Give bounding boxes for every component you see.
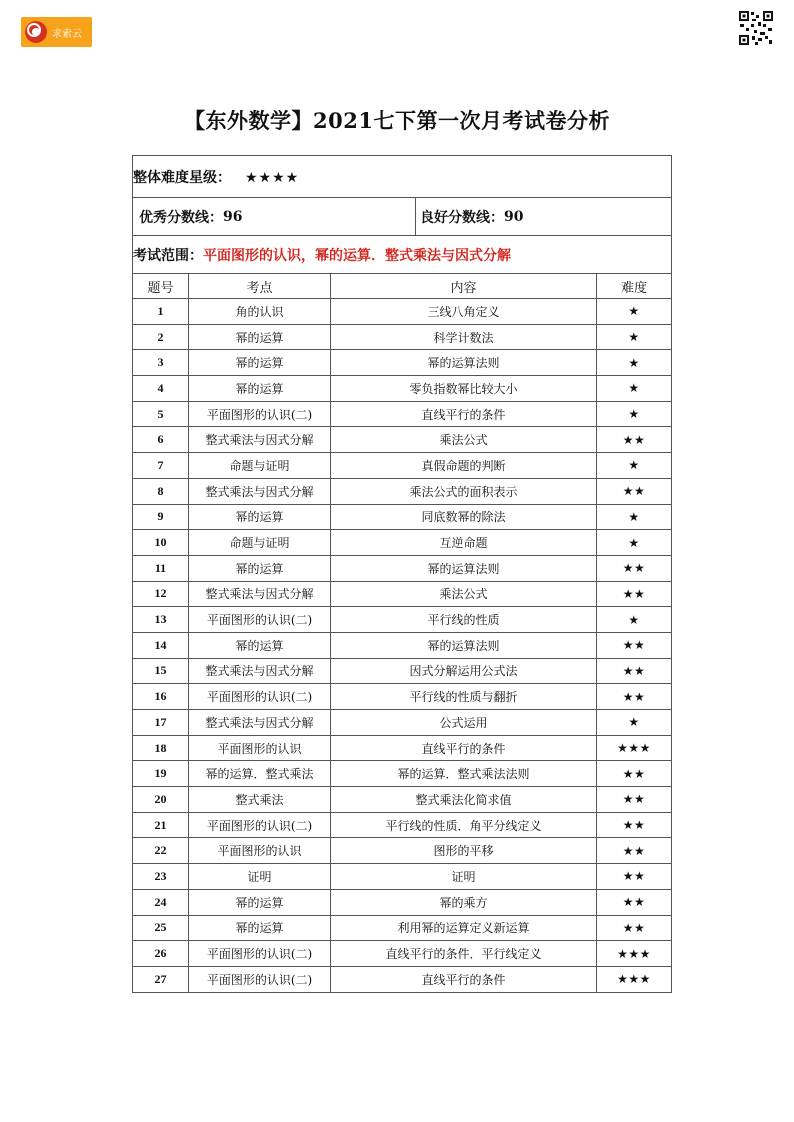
difficulty-cell: ★★ — [597, 658, 672, 684]
table-row — [133, 555, 672, 581]
header-topic: 考点 — [189, 274, 331, 299]
difficulty-cell: ★★ — [597, 761, 672, 787]
topic-cell: 整式乘法与因式分解 — [189, 581, 331, 607]
question-number: 19 — [133, 761, 189, 787]
content-cell: 科学计数法 — [331, 324, 597, 350]
content-cell: 直线平行的条件 — [331, 966, 597, 992]
topic-cell: 证明 — [189, 864, 331, 890]
table-row — [133, 530, 672, 556]
topic-cell: 整式乘法 — [189, 787, 331, 813]
table-header-row — [133, 274, 672, 299]
topic-cell: 平面图形的认识(二) — [189, 607, 331, 633]
difficulty-cell: ★★ — [597, 864, 672, 890]
question-number: 16 — [133, 684, 189, 710]
difficulty-cell: ★ — [597, 401, 672, 427]
question-number: 7 — [133, 453, 189, 479]
difficulty-cell: ★★★ — [597, 966, 672, 992]
topic-cell: 整式乘法与因式分解 — [189, 427, 331, 453]
topic-cell: 平面图形的认识(二) — [189, 812, 331, 838]
question-number: 27 — [133, 966, 189, 992]
question-number: 20 — [133, 787, 189, 813]
difficulty-row — [133, 156, 672, 198]
topic-cell: 平面图形的认识(二) — [189, 966, 331, 992]
question-number: 4 — [133, 376, 189, 402]
question-number: 12 — [133, 581, 189, 607]
topic-cell: 幂的运算．整式乘法 — [189, 761, 331, 787]
question-number: 2 — [133, 324, 189, 350]
difficulty-cell: ★ — [597, 530, 672, 556]
question-number: 5 — [133, 401, 189, 427]
content-cell: 乘法公式 — [331, 427, 597, 453]
table-row — [133, 838, 672, 864]
content-cell: 幂的运算法则 — [331, 555, 597, 581]
content-cell: 同底数幂的除法 — [331, 504, 597, 530]
difficulty-label: 整体难度星级： — [133, 169, 231, 186]
difficulty-cell: ★★ — [597, 581, 672, 607]
logo-icon — [25, 21, 47, 43]
difficulty-cell: ★★ — [597, 838, 672, 864]
scope-cell — [133, 236, 672, 274]
table-row — [133, 941, 672, 967]
question-number: 18 — [133, 735, 189, 761]
topic-cell: 幂的运算 — [189, 376, 331, 402]
topic-cell: 幂的运算 — [189, 324, 331, 350]
content-cell: 利用幂的运算定义新运算 — [331, 915, 597, 941]
question-number: 14 — [133, 632, 189, 658]
difficulty-cell: ★ — [597, 324, 672, 350]
scope-row — [133, 236, 672, 274]
difficulty-cell: ★★ — [597, 889, 672, 915]
topic-cell: 幂的运算 — [189, 915, 331, 941]
topic-cell: 幂的运算 — [189, 632, 331, 658]
content-cell: 证明 — [331, 864, 597, 890]
good-label: 良好分数线： — [420, 209, 504, 226]
topic-cell: 平面图形的认识(二) — [189, 684, 331, 710]
table-row — [133, 761, 672, 787]
table-row — [133, 864, 672, 890]
good-value: 90 — [504, 208, 524, 225]
topic-cell: 平面图形的认识 — [189, 838, 331, 864]
question-number: 23 — [133, 864, 189, 890]
question-number: 9 — [133, 504, 189, 530]
difficulty-cell: ★★ — [597, 427, 672, 453]
content-cell: 幂的运算．整式乘法法则 — [331, 761, 597, 787]
table-row — [133, 478, 672, 504]
content-cell: 三线八角定义 — [331, 299, 597, 325]
score-line-row — [133, 198, 672, 236]
topic-cell: 平面图形的认识(二) — [189, 941, 331, 967]
question-number: 3 — [133, 350, 189, 376]
topic-cell: 幂的运算 — [189, 350, 331, 376]
topic-cell: 平面图形的认识 — [189, 735, 331, 761]
header-no: 题号 — [133, 274, 189, 299]
difficulty-cell: ★ — [597, 504, 672, 530]
header-content: 内容 — [331, 274, 597, 299]
topic-cell: 幂的运算 — [189, 555, 331, 581]
content-cell: 平行线的性质 — [331, 607, 597, 633]
topic-cell: 平面图形的认识(二) — [189, 401, 331, 427]
difficulty-cell — [133, 156, 672, 198]
scope-value: 平面图形的认识，幂的运算．整式乘法与因式分解 — [203, 247, 511, 264]
excellent-cell — [133, 198, 416, 235]
analysis-table — [132, 155, 672, 993]
difficulty-cell: ★★ — [597, 684, 672, 710]
content-cell: 互逆命题 — [331, 530, 597, 556]
difficulty-cell: ★ — [597, 453, 672, 479]
topic-cell: 命题与证明 — [189, 530, 331, 556]
difficulty-cell: ★ — [597, 376, 672, 402]
question-number: 22 — [133, 838, 189, 864]
content-cell: 图形的平移 — [331, 838, 597, 864]
score-line-cell — [133, 198, 672, 236]
content-cell: 乘法公式 — [331, 581, 597, 607]
difficulty-cell: ★★ — [597, 632, 672, 658]
excellent-value: 96 — [223, 208, 243, 225]
table-row — [133, 581, 672, 607]
difficulty-cell: ★★ — [597, 478, 672, 504]
table-row — [133, 607, 672, 633]
table-row — [133, 889, 672, 915]
topic-cell: 幂的运算 — [189, 889, 331, 915]
content-cell: 平行线的性质．角平分线定义 — [331, 812, 597, 838]
question-number: 24 — [133, 889, 189, 915]
question-number: 10 — [133, 530, 189, 556]
difficulty-cell: ★ — [597, 299, 672, 325]
table-row — [133, 504, 672, 530]
difficulty-cell: ★★ — [597, 915, 672, 941]
content-cell: 整式乘法化简求值 — [331, 787, 597, 813]
question-number: 8 — [133, 478, 189, 504]
table-row — [133, 966, 672, 992]
table-row — [133, 787, 672, 813]
table-row — [133, 735, 672, 761]
question-number: 21 — [133, 812, 189, 838]
question-number: 13 — [133, 607, 189, 633]
topic-cell: 命题与证明 — [189, 453, 331, 479]
difficulty-cell: ★★ — [597, 787, 672, 813]
table-row — [133, 427, 672, 453]
content-cell: 幂的运算法则 — [331, 350, 597, 376]
table-row — [133, 324, 672, 350]
content-cell: 因式分解运用公式法 — [331, 658, 597, 684]
content-cell: 平行线的性质与翻折 — [331, 684, 597, 710]
content-cell: 真假命题的判断 — [331, 453, 597, 479]
topic-cell: 角的认识 — [189, 299, 331, 325]
table-row — [133, 632, 672, 658]
content-cell: 乘法公式的面积表示 — [331, 478, 597, 504]
good-cell — [416, 198, 671, 235]
qr-code-icon — [738, 10, 774, 46]
question-number: 6 — [133, 427, 189, 453]
topic-cell: 整式乘法与因式分解 — [189, 710, 331, 736]
content-cell: 幂的乘方 — [331, 889, 597, 915]
question-number: 15 — [133, 658, 189, 684]
difficulty-stars: ★★★★ — [245, 169, 300, 186]
difficulty-cell: ★★ — [597, 555, 672, 581]
table-row — [133, 453, 672, 479]
page-title: 【东外数学】2021七下第一次月考试卷分析 — [184, 108, 610, 133]
difficulty-cell: ★★★ — [597, 941, 672, 967]
table-row — [133, 376, 672, 402]
content-cell: 公式运用 — [331, 710, 597, 736]
table-row — [133, 658, 672, 684]
brand-logo — [21, 17, 92, 47]
difficulty-cell: ★ — [597, 607, 672, 633]
header-difficulty: 难度 — [597, 274, 672, 299]
topic-cell: 幂的运算 — [189, 504, 331, 530]
table-row — [133, 684, 672, 710]
difficulty-cell: ★ — [597, 350, 672, 376]
question-number: 1 — [133, 299, 189, 325]
table-row — [133, 299, 672, 325]
content-cell: 幂的运算法则 — [331, 632, 597, 658]
topic-cell: 整式乘法与因式分解 — [189, 658, 331, 684]
difficulty-cell: ★ — [597, 710, 672, 736]
question-number: 25 — [133, 915, 189, 941]
logo-text: 求索云 — [52, 28, 82, 40]
content-cell: 零负指数幂比较大小 — [331, 376, 597, 402]
table-row — [133, 812, 672, 838]
difficulty-cell: ★★ — [597, 812, 672, 838]
question-number: 11 — [133, 555, 189, 581]
content-cell: 直线平行的条件 — [331, 401, 597, 427]
table-row — [133, 350, 672, 376]
table-row — [133, 401, 672, 427]
topic-cell: 整式乘法与因式分解 — [189, 478, 331, 504]
content-cell: 直线平行的条件 — [331, 735, 597, 761]
difficulty-cell: ★★★ — [597, 735, 672, 761]
content-cell: 直线平行的条件．平行线定义 — [331, 941, 597, 967]
scope-label: 考试范围： — [133, 247, 203, 264]
excellent-label: 优秀分数线： — [139, 209, 223, 226]
table-row — [133, 915, 672, 941]
question-number: 17 — [133, 710, 189, 736]
question-number: 26 — [133, 941, 189, 967]
table-row — [133, 710, 672, 736]
